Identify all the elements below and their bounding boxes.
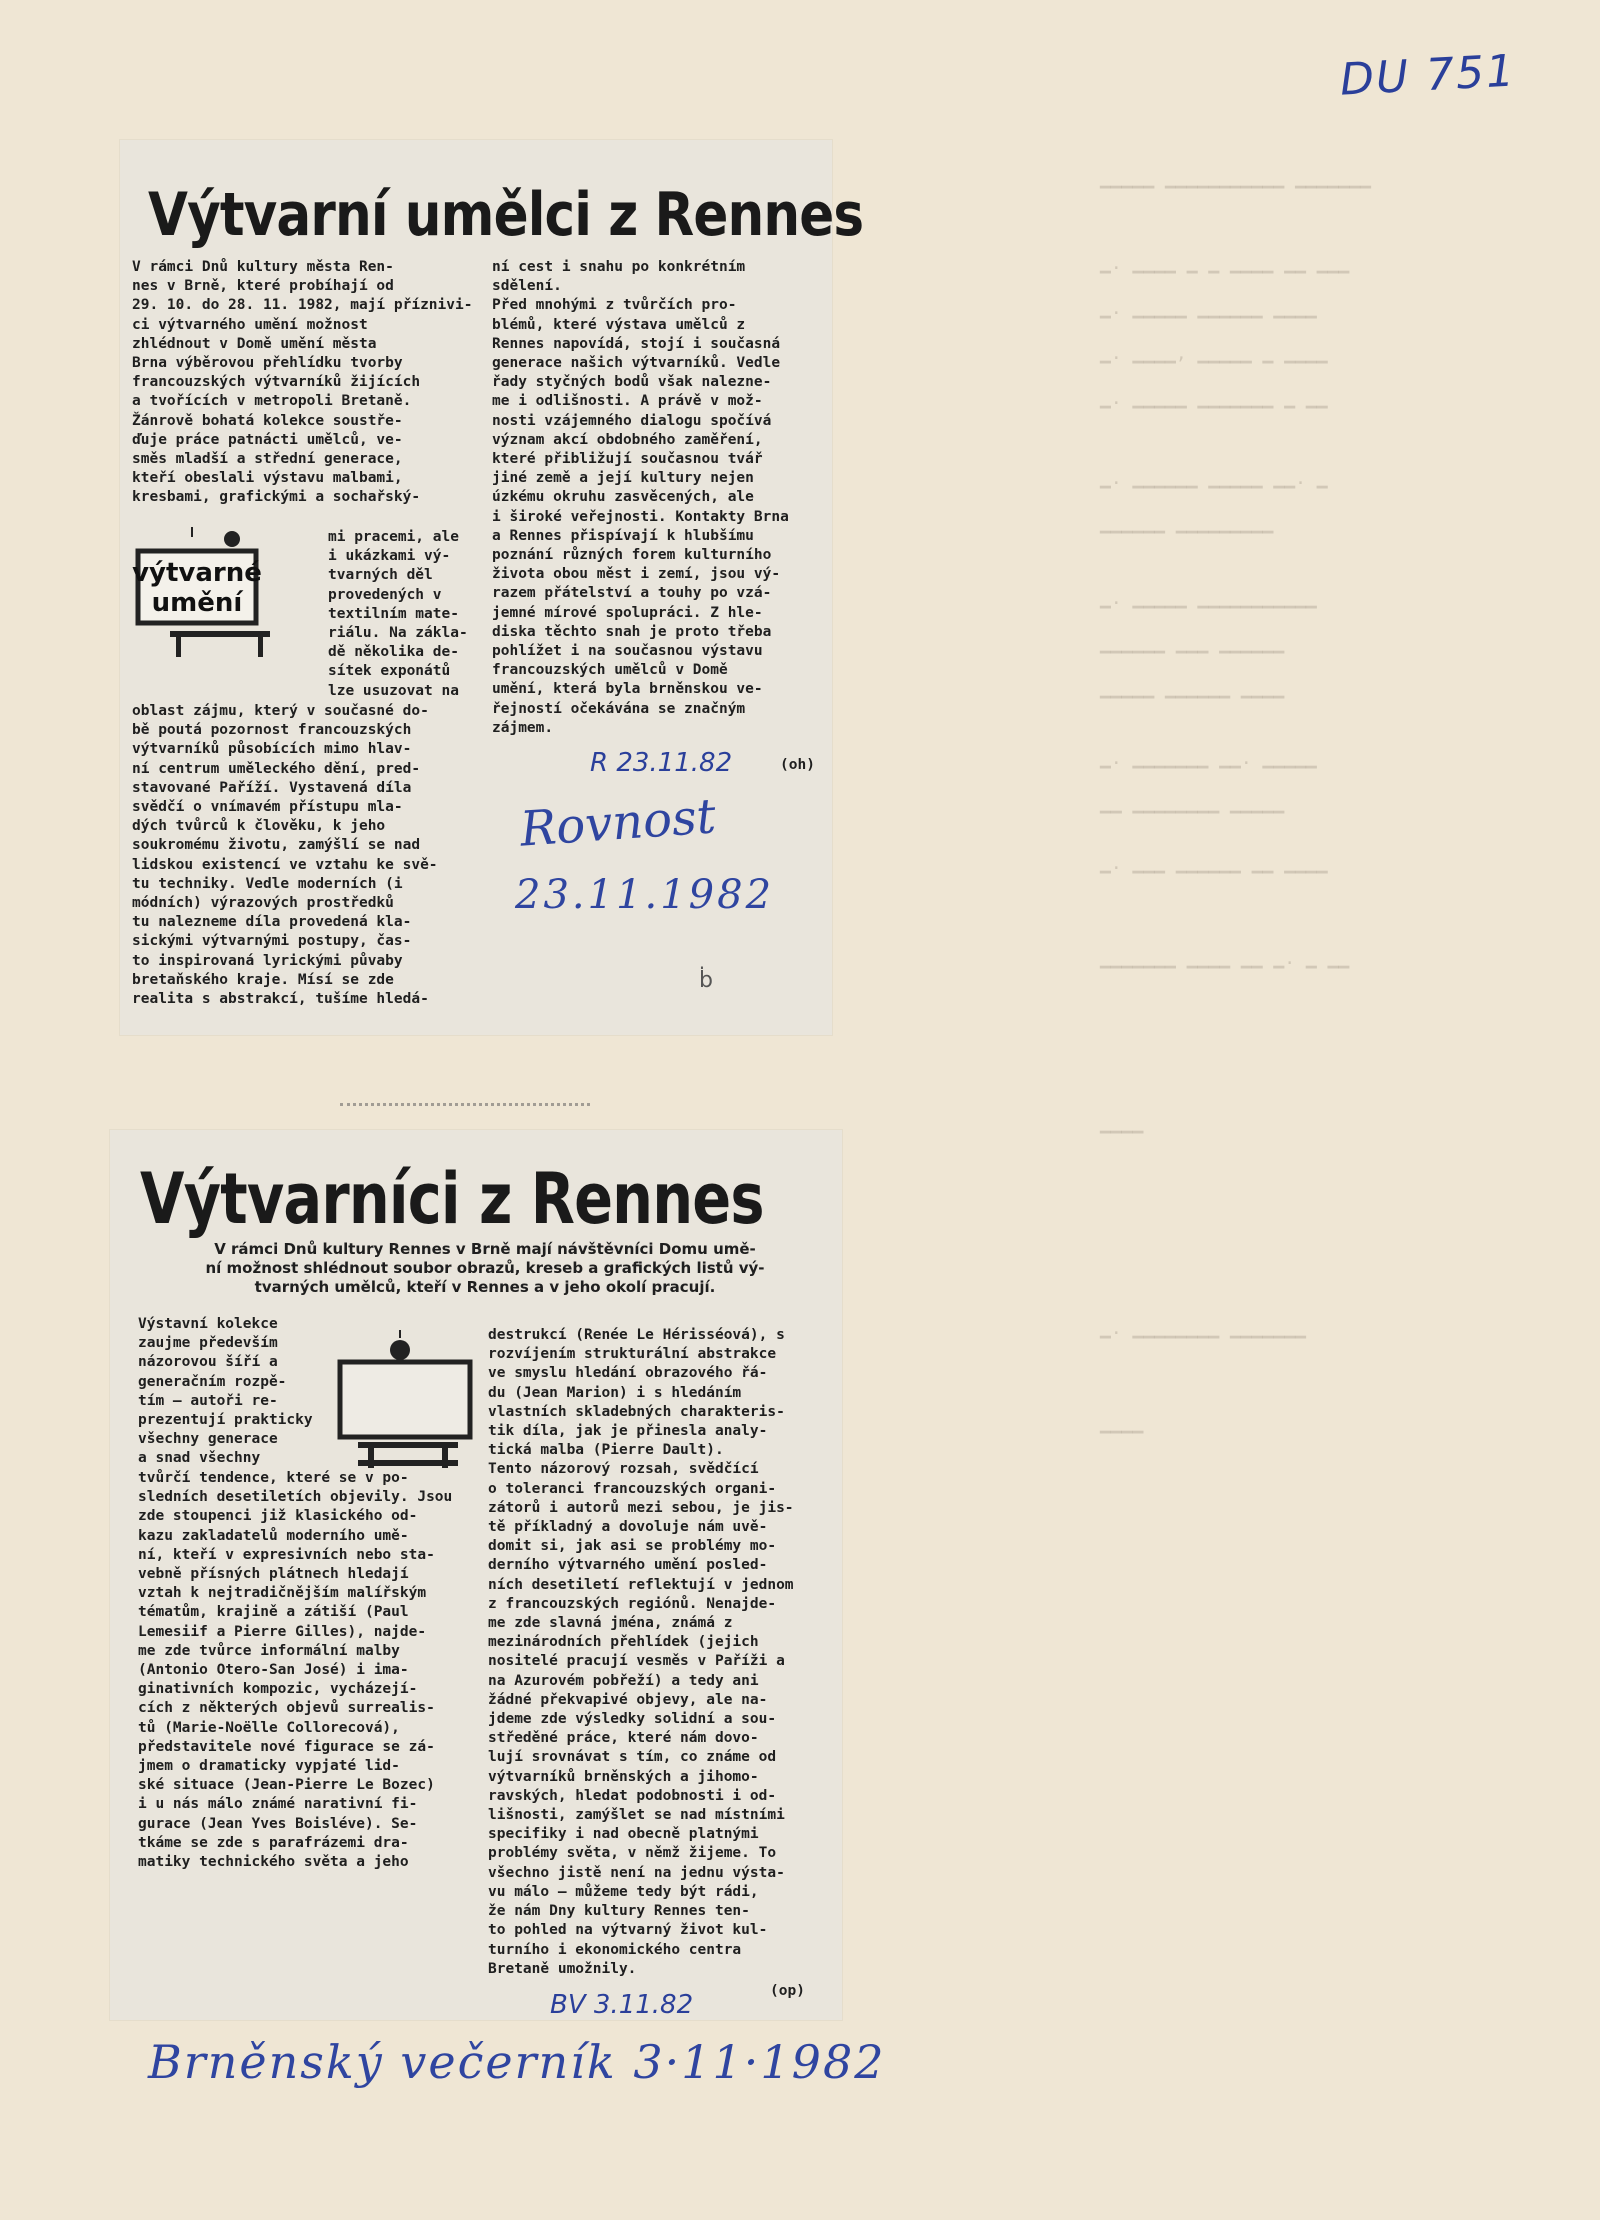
archive-reference: DU 751 bbox=[1338, 45, 1518, 106]
article1-headline: Výtvarní umělci z Rennes bbox=[148, 180, 864, 250]
article2-col-left: tvůrčí tendence, které se v po- sledních desetiletích objevily. Jsou zde stoupenci již klasického od- kazu zakladatelů moderního umě- ní, kteří v expresivních nebo sta- vebně přísných plátnech hledají vztah k nejtradičnějším malířským tématům, krajině a zátiší (Paul Lemesiif a Pierre Gilles), najde- me zde tvůrce informální malby (Antonio Otero-San José) i ima- ginativních kompozic, vycházejí- cích z některých objevů surrealis- tů (Marie-Noëlle Collorecová), představitele nové figurace se zá- jmem o dramaticky vypjaté lid- ské situace (Jean-Pierre Le Bozec) i u nás málo známé narativní fi- gurace (Jean Yves Boisléve). Se- tkáme se zde s parafrázemi dra- matiky technického světa a jeho bbox=[138, 1470, 453, 1871]
article1-signature: (oh) bbox=[780, 757, 815, 773]
article1-col-left-bottom: oblast zájmu, který v současné do- bě poutá pozornost francouzských výtvarníků působících mimo hlav- ní centrum uměleckého dění, pred- stavované Paříží. Vystavená díla svědčí o vnímavém přístupu mla- dých tvůrců k člověku, k jeho soukromému životu, zamýšlí se nad lidskou existencí ve vztahu ke svě- tu techniky. Vedle moderních (i módních) výrazových prostředků tu nalezneme díla provedená kla- sickými výtvarnými postupy, čas- to inspirovaná lyrickými půvaby bretaňského kraje. Mísí se zde realita s abstrakcí, tušíme hledá- bbox=[132, 703, 438, 1008]
article2-col-right: destrukcí (Renée Le Hérisséová), s rozvíjením strukturální abstrakce ve smyslu hledání obrazového řá- du (Jean Marion) i s hledáním vlastních skladebných charakteris- tik díla, jak je přinesla analy- tická malba (Pierre Dault). Tento názorový rozsah, svědčící o toleranci francouzských organi- zátorů i autorů mezi sebou, je jis- tě příkladný a dovoluje nám uvě- domit si, jak asi se problémy mo- derního výtvarného umění posled- ních desetiletí reflektují v jednom z francouzských regiónů. Nenajde- me zde slavná jména, známá z mezinárodních přehlídek (jejich nositelé pracují vesměs v Paříži a na Azurovém pobřeží) a tedy ani žádné překvapivé objevy, ale na- jdeme zde výsledky solidní a sou- středěné práce, které nám dovo- lují srovnávat s tím, co známe od výtvarníků brněnských a jihomo- ravských, hledat podobnosti i od- lišnosti, zamýšlet se nad místními specifiky i nad obecně platnými problémy světa, v němž žijeme. To všechno jistě není na jednu výsta- vu málo — můžeme tedy být rádi, že nám Dny kultury Rennes ten- to pohled na výtvarný život kul- turního i ekonomického centra Bretaně umožnily. bbox=[488, 1327, 794, 1977]
article2-inline-annotation: BV 3.11.82 bbox=[550, 1990, 694, 2020]
bleed-through-text: ▁▁▁▁▁ ▁▁▁▁▁▁▁▁▁▁▁ ▁▁▁▁▁▁▁ ▁. ▁▁▁▁ ▁ ▁ ▁▁▁▁ ▁▁ ▁▁▁ ▁. ▁▁▁▁▁ ▁▁▁▁▁▁ ▁▁▁▁ ▁. ▁▁▁▁, ▁▁▁▁▁ ▁ ▁▁▁▁ ▁. ▁▁▁▁▁ ▁▁▁▁▁▁▁ ▁ ▁▁ ▁. ▁▁▁▁▁▁ ▁▁▁▁▁ ▁▁. ▁ ▁▁▁▁▁▁ ▁▁▁▁▁▁▁▁▁ ▁. ▁▁▁▁▁ ▁▁▁▁▁▁▁▁▁▁▁ ▁▁▁▁▁▁ ▁▁▁ ▁▁▁▁▁▁ ▁▁▁▁▁ ▁▁▁▁▁▁ ▁▁▁▁ ▁. ▁▁▁▁▁▁▁ ▁▁. ▁▁▁▁▁ ▁▁ ▁▁▁▁▁▁▁▁ ▁▁▁▁▁ ▁. ▁▁▁ ▁▁▁▁▁▁ ▁▁ ▁▁▁▁ ▁▁▁▁▁▁▁ ▁▁▁▁ ▁▁ ▁. ▁ ▁▁ ▁▁▁▁ ▁. ▁▁▁▁▁▁▁▁ ▁▁▁▁▁▁▁ ▁▁▁▁ bbox=[1100, 168, 1371, 1434]
handwritten-date-rovnost: 23.11.1982 bbox=[515, 872, 775, 918]
vytvarne-umeni-logo bbox=[132, 525, 312, 660]
article1-col-left-top: V rámci Dnů kultury města Ren- nes v Brně, které probíhají od 29. 10. do 28. 11. 1982, mají příznivi- ci výtvarného umění možnost zhlédnout v Domě umění města Brna výběrovou přehlídku tvorby francouzských výtvarníků žijících a tvořících v metropoli Bretaně. Žánrově bohatá kolekce soustře- ďuje práce patnácti umělců, ve- směs mladší a střední generace, kteří obeslali výstavu malbami, kresbami, grafickými a sochařský- bbox=[132, 259, 473, 506]
article1-col-right: ní cest i snahu po konkrétním sdělení. Před mnohými z tvůrčích pro- blémů, které výstava umělců z Rennes napovídá, stojí i současná generace našich výtvarníků. Vedle řady styčných bodů však nalezne- me i odlišnosti. A právě v mož- nosti vzájemného dialogu spočívá význam akcí obdobného zaměření, které přibližují současnou tvář jiné země a její kultury nejen úzkému okruhu zasvěcených, ale i široké veřejnosti. Kontakty Brna a Rennes přispívají k hlubšímu poznání různých forem kulturního života obou měst i zemí, jsou vý- razem přátelství a touhy po vzá- jemné mírové spolupráci. Z hle- diska těchto snah je proto třeba pohlížet i na současnou výstavu francouzských umělců v Domě umění, která byla brněnskou ve- řejností očekávána se značným zájmem. bbox=[492, 259, 789, 736]
pencil-mark: ḃ bbox=[699, 968, 713, 993]
svg-text:výtvarné: výtvarné bbox=[132, 558, 262, 588]
handwritten-source-brnensky-vecernik: Brněnský večerník 3·11·1982 bbox=[148, 2035, 886, 2089]
dotted-divider bbox=[340, 1103, 590, 1106]
svg-text:umění: umění bbox=[151, 588, 243, 618]
clipping-brnensky-vecernik bbox=[110, 1130, 842, 2020]
article1-col-left-wrap: mi pracemi, ale i ukázkami vý- tvarných děl provedených v textilním mate- riálu. Na zákla- dě několika de- sítek exponátů lze usuzovat na bbox=[328, 529, 468, 699]
article1-inline-annotation: R 23.11.82 bbox=[590, 748, 733, 778]
article2-signature: (op) bbox=[770, 1983, 805, 1999]
art-logo bbox=[328, 1330, 488, 1470]
article2-col-left-top: Výstavní kolekce zaujme především názorovou šíří a generačním rozpě- tím — autoři re- prezentují prakticky všechny generace a snad všechny bbox=[138, 1316, 313, 1467]
article2-headline: Výtvarníci z Rennes bbox=[140, 1158, 764, 1240]
article2-lead: V rámci Dnů kultury Rennes v Brně mají návštěvníci Domu umě- ní možnost shlédnout soubor obrazů, kreseb a grafických listů vý- tvarných umělců, kteří v Rennes a v jeho okolí pracují. bbox=[205, 1240, 765, 1296]
handwritten-source-rovnost: Rovnost bbox=[518, 788, 718, 858]
